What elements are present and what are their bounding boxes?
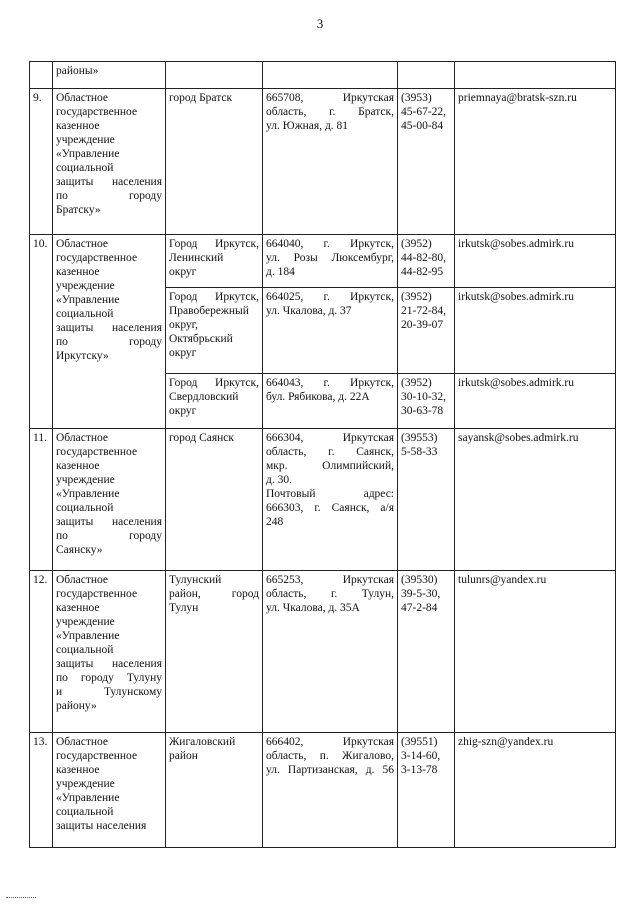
email-address: priemnaya@bratsk-szn.ru bbox=[458, 92, 577, 104]
area-line: Октябрьский bbox=[169, 333, 233, 345]
phone-line: 21-72-84, bbox=[401, 305, 447, 317]
email-cell bbox=[455, 429, 616, 571]
org-line: государственное bbox=[56, 252, 138, 264]
address-line: область, п. Жигалово, bbox=[266, 750, 394, 762]
address-line: д. 30. bbox=[266, 474, 292, 486]
area-line: Тулун bbox=[169, 602, 199, 614]
address-cell bbox=[263, 374, 398, 429]
phone-line: 3-13-78 bbox=[401, 764, 438, 776]
address-line: ул. Партизанская, д. 56 bbox=[266, 764, 394, 776]
org-line: учреждение bbox=[56, 616, 115, 628]
org-line: защиты населения bbox=[56, 516, 162, 528]
address-line: область, г. Саянск, bbox=[266, 446, 394, 458]
org-line: социальной bbox=[56, 644, 114, 656]
phone-cell bbox=[398, 571, 455, 733]
phone-line: 3-14-60, bbox=[401, 750, 441, 762]
area-line: район bbox=[169, 750, 198, 762]
org-line: социальной bbox=[56, 162, 114, 174]
phone-line: 44-82-80, bbox=[401, 252, 447, 264]
org-line: по городу Тулуну bbox=[56, 672, 162, 684]
service-area-cell bbox=[166, 62, 263, 89]
phone-cell bbox=[398, 374, 455, 429]
service-area-cell bbox=[166, 733, 263, 848]
area-line: округ, bbox=[169, 319, 198, 331]
address-cell bbox=[263, 288, 398, 374]
row-number-cell: 13. bbox=[30, 733, 53, 848]
phone-line: (39551) bbox=[401, 736, 438, 748]
address-line: 664040, г. Иркутск, bbox=[266, 238, 394, 250]
table-row bbox=[30, 89, 616, 235]
area-line: Жигаловский bbox=[169, 736, 236, 748]
address-line: 666303, г. Саянск, а/я bbox=[266, 502, 394, 514]
org-line: социальной bbox=[56, 308, 114, 320]
table-row bbox=[30, 429, 616, 571]
email-address: sayansk@sobes.admirk.ru bbox=[458, 432, 579, 444]
organization-cell bbox=[53, 89, 166, 235]
org-line: по городу bbox=[56, 530, 162, 542]
service-area-cell bbox=[166, 429, 263, 571]
address-line: Почтовый адрес: bbox=[266, 488, 394, 500]
address-line: 665708, Иркутская bbox=[266, 92, 394, 104]
row-number-cell: 9. bbox=[30, 89, 53, 235]
org-line: государственное bbox=[56, 588, 138, 600]
org-line: Иркутску» bbox=[56, 350, 109, 362]
org-line: социальной bbox=[56, 806, 114, 818]
org-line: защиты населения bbox=[56, 820, 147, 832]
email-cell bbox=[455, 288, 616, 374]
area-line: Правобережный bbox=[169, 305, 249, 317]
phone-cell bbox=[398, 288, 455, 374]
phone-line: (3952) bbox=[401, 238, 432, 250]
org-line: «Управление bbox=[56, 630, 120, 642]
service-area-cell bbox=[166, 571, 263, 733]
org-line: «Управление bbox=[56, 488, 120, 500]
org-line: «Управление bbox=[56, 792, 120, 804]
address-line: 664025, г. Иркутск, bbox=[266, 291, 394, 303]
email-address: zhig-szn@yandex.ru bbox=[458, 736, 554, 748]
area-line: округ bbox=[169, 266, 197, 278]
org-line: учреждение bbox=[56, 134, 115, 146]
address-cell bbox=[263, 571, 398, 733]
area-line: Город Иркутск, bbox=[169, 377, 259, 389]
row-number-cell: 10. bbox=[30, 235, 53, 429]
email-address: irkutsk@sobes.admirk.ru bbox=[458, 238, 574, 250]
area-line: округ bbox=[169, 347, 197, 359]
area-line: Город Иркутск, bbox=[169, 291, 259, 303]
org-line: государственное bbox=[56, 750, 138, 762]
org-line: казенное bbox=[56, 460, 100, 472]
area-line: Тулунский bbox=[169, 574, 222, 586]
address-cell bbox=[263, 62, 398, 89]
address-line: ул. Розы Люксембург, bbox=[266, 252, 394, 264]
organization-cell bbox=[53, 235, 166, 429]
phone-line: (3952) bbox=[401, 291, 432, 303]
email-address: tulunrs@yandex.ru bbox=[458, 574, 547, 586]
org-line: учреждение bbox=[56, 474, 115, 486]
address-line: ул. Чкалова, д. 35А bbox=[266, 602, 360, 614]
org-line: Областное bbox=[56, 574, 108, 586]
email-cell bbox=[455, 733, 616, 848]
row-number-cell: 11. bbox=[30, 429, 53, 571]
service-area-cell bbox=[166, 374, 263, 429]
email-cell bbox=[455, 235, 616, 288]
org-line: казенное bbox=[56, 120, 100, 132]
area-line: округ bbox=[169, 405, 197, 417]
address-line: 664043, г. Иркутск, bbox=[266, 377, 394, 389]
table-row bbox=[30, 235, 616, 288]
area-line: Город Иркутск, bbox=[169, 238, 259, 250]
phone-line: 39-5-30, bbox=[401, 588, 441, 600]
org-line: защиты населения bbox=[56, 658, 162, 670]
area-line: Ленинский bbox=[169, 252, 224, 264]
org-line: по городу bbox=[56, 336, 162, 348]
address-cell bbox=[263, 89, 398, 235]
table-body bbox=[30, 62, 616, 848]
address-line: ул. Южная, д. 81 bbox=[266, 120, 349, 132]
org-line: государственное bbox=[56, 446, 138, 458]
org-line: району» bbox=[56, 700, 97, 712]
organization-cell bbox=[53, 62, 166, 89]
email-address: irkutsk@sobes.admirk.ru bbox=[458, 291, 574, 303]
organization-cell bbox=[53, 571, 166, 733]
address-line: 666304, Иркутская bbox=[266, 432, 394, 444]
org-line: Областное bbox=[56, 432, 108, 444]
phone-line: (39553) bbox=[401, 432, 438, 444]
email-cell bbox=[455, 374, 616, 429]
email-cell bbox=[455, 571, 616, 733]
phone-line: (3953) bbox=[401, 92, 432, 104]
area-line: город Саянск bbox=[169, 432, 234, 444]
service-area-cell bbox=[166, 288, 263, 374]
service-area-cell bbox=[166, 235, 263, 288]
phone-line: 47-2-84 bbox=[401, 602, 438, 614]
phone-line: 5-58-33 bbox=[401, 446, 438, 458]
phone-line: 30-63-78 bbox=[401, 405, 444, 417]
row-number-cell: 12. bbox=[30, 571, 53, 733]
phone-cell bbox=[398, 62, 455, 89]
address-line: область, г. Братск, bbox=[266, 106, 394, 118]
phone-line: 45-67-22, bbox=[401, 106, 447, 118]
social-protection-offices-table bbox=[29, 61, 616, 848]
phone-line: 20-39-07 bbox=[401, 319, 444, 331]
address-line: 665253, Иркутская bbox=[266, 574, 394, 586]
phone-line: 45-00-84 bbox=[401, 120, 444, 132]
phone-line: (3952) bbox=[401, 377, 432, 389]
email-cell bbox=[455, 62, 616, 89]
phone-cell bbox=[398, 429, 455, 571]
org-line: «Управление bbox=[56, 148, 120, 160]
org-line: Областное bbox=[56, 92, 108, 104]
org-line: Областное bbox=[56, 238, 108, 250]
phone-cell bbox=[398, 89, 455, 235]
org-line: казенное bbox=[56, 764, 100, 776]
area-line: район, город bbox=[169, 588, 259, 600]
org-line: по городу bbox=[56, 190, 162, 202]
organization-cell bbox=[53, 429, 166, 571]
org-line: защиты населения bbox=[56, 176, 162, 188]
phone-line: (39530) bbox=[401, 574, 438, 586]
address-line: 248 bbox=[266, 516, 284, 528]
phone-line: 30-10-32, bbox=[401, 391, 447, 403]
address-cell bbox=[263, 429, 398, 571]
org-line: учреждение bbox=[56, 778, 115, 790]
org-line: и Тулунскому bbox=[56, 686, 162, 698]
area-line: город Братск bbox=[169, 92, 233, 104]
address-line: ул. Чкалова, д. 37 bbox=[266, 305, 352, 317]
org-line: казенное bbox=[56, 266, 100, 278]
address-line: область, г. Тулун, bbox=[266, 588, 394, 600]
service-area-cell bbox=[166, 89, 263, 235]
org-line: Братску» bbox=[56, 204, 101, 216]
address-line: мкр. Олимпийский, bbox=[266, 460, 394, 472]
org-line: социальной bbox=[56, 502, 114, 514]
org-line: Областное bbox=[56, 736, 108, 748]
email-cell bbox=[455, 89, 616, 235]
address-cell bbox=[263, 733, 398, 848]
address-line: 666402, Иркутская bbox=[266, 736, 394, 748]
page-number: 3 bbox=[316, 16, 324, 31]
org-line: учреждение bbox=[56, 280, 115, 292]
row-number-cell bbox=[30, 62, 53, 89]
org-line: районы» bbox=[56, 65, 99, 77]
org-line: «Управление bbox=[56, 294, 120, 306]
address-cell bbox=[263, 235, 398, 288]
address-line: д. 184 bbox=[266, 266, 295, 278]
table-row bbox=[30, 571, 616, 733]
org-line: казенное bbox=[56, 602, 100, 614]
table-row bbox=[30, 62, 616, 89]
org-line: защиты населения bbox=[56, 322, 162, 334]
address-line: бул. Рябикова, д. 22А bbox=[266, 391, 370, 403]
phone-line: 44-82-95 bbox=[401, 266, 444, 278]
phone-cell bbox=[398, 733, 455, 848]
phone-cell bbox=[398, 235, 455, 288]
org-line: государственное bbox=[56, 106, 138, 118]
email-address: irkutsk@sobes.admirk.ru bbox=[458, 377, 574, 389]
scan-edge-mark bbox=[6, 897, 36, 899]
table-row bbox=[30, 733, 616, 848]
organization-cell bbox=[53, 733, 166, 848]
area-line: Свердловский bbox=[169, 391, 239, 403]
org-line: Саянску» bbox=[56, 544, 103, 556]
